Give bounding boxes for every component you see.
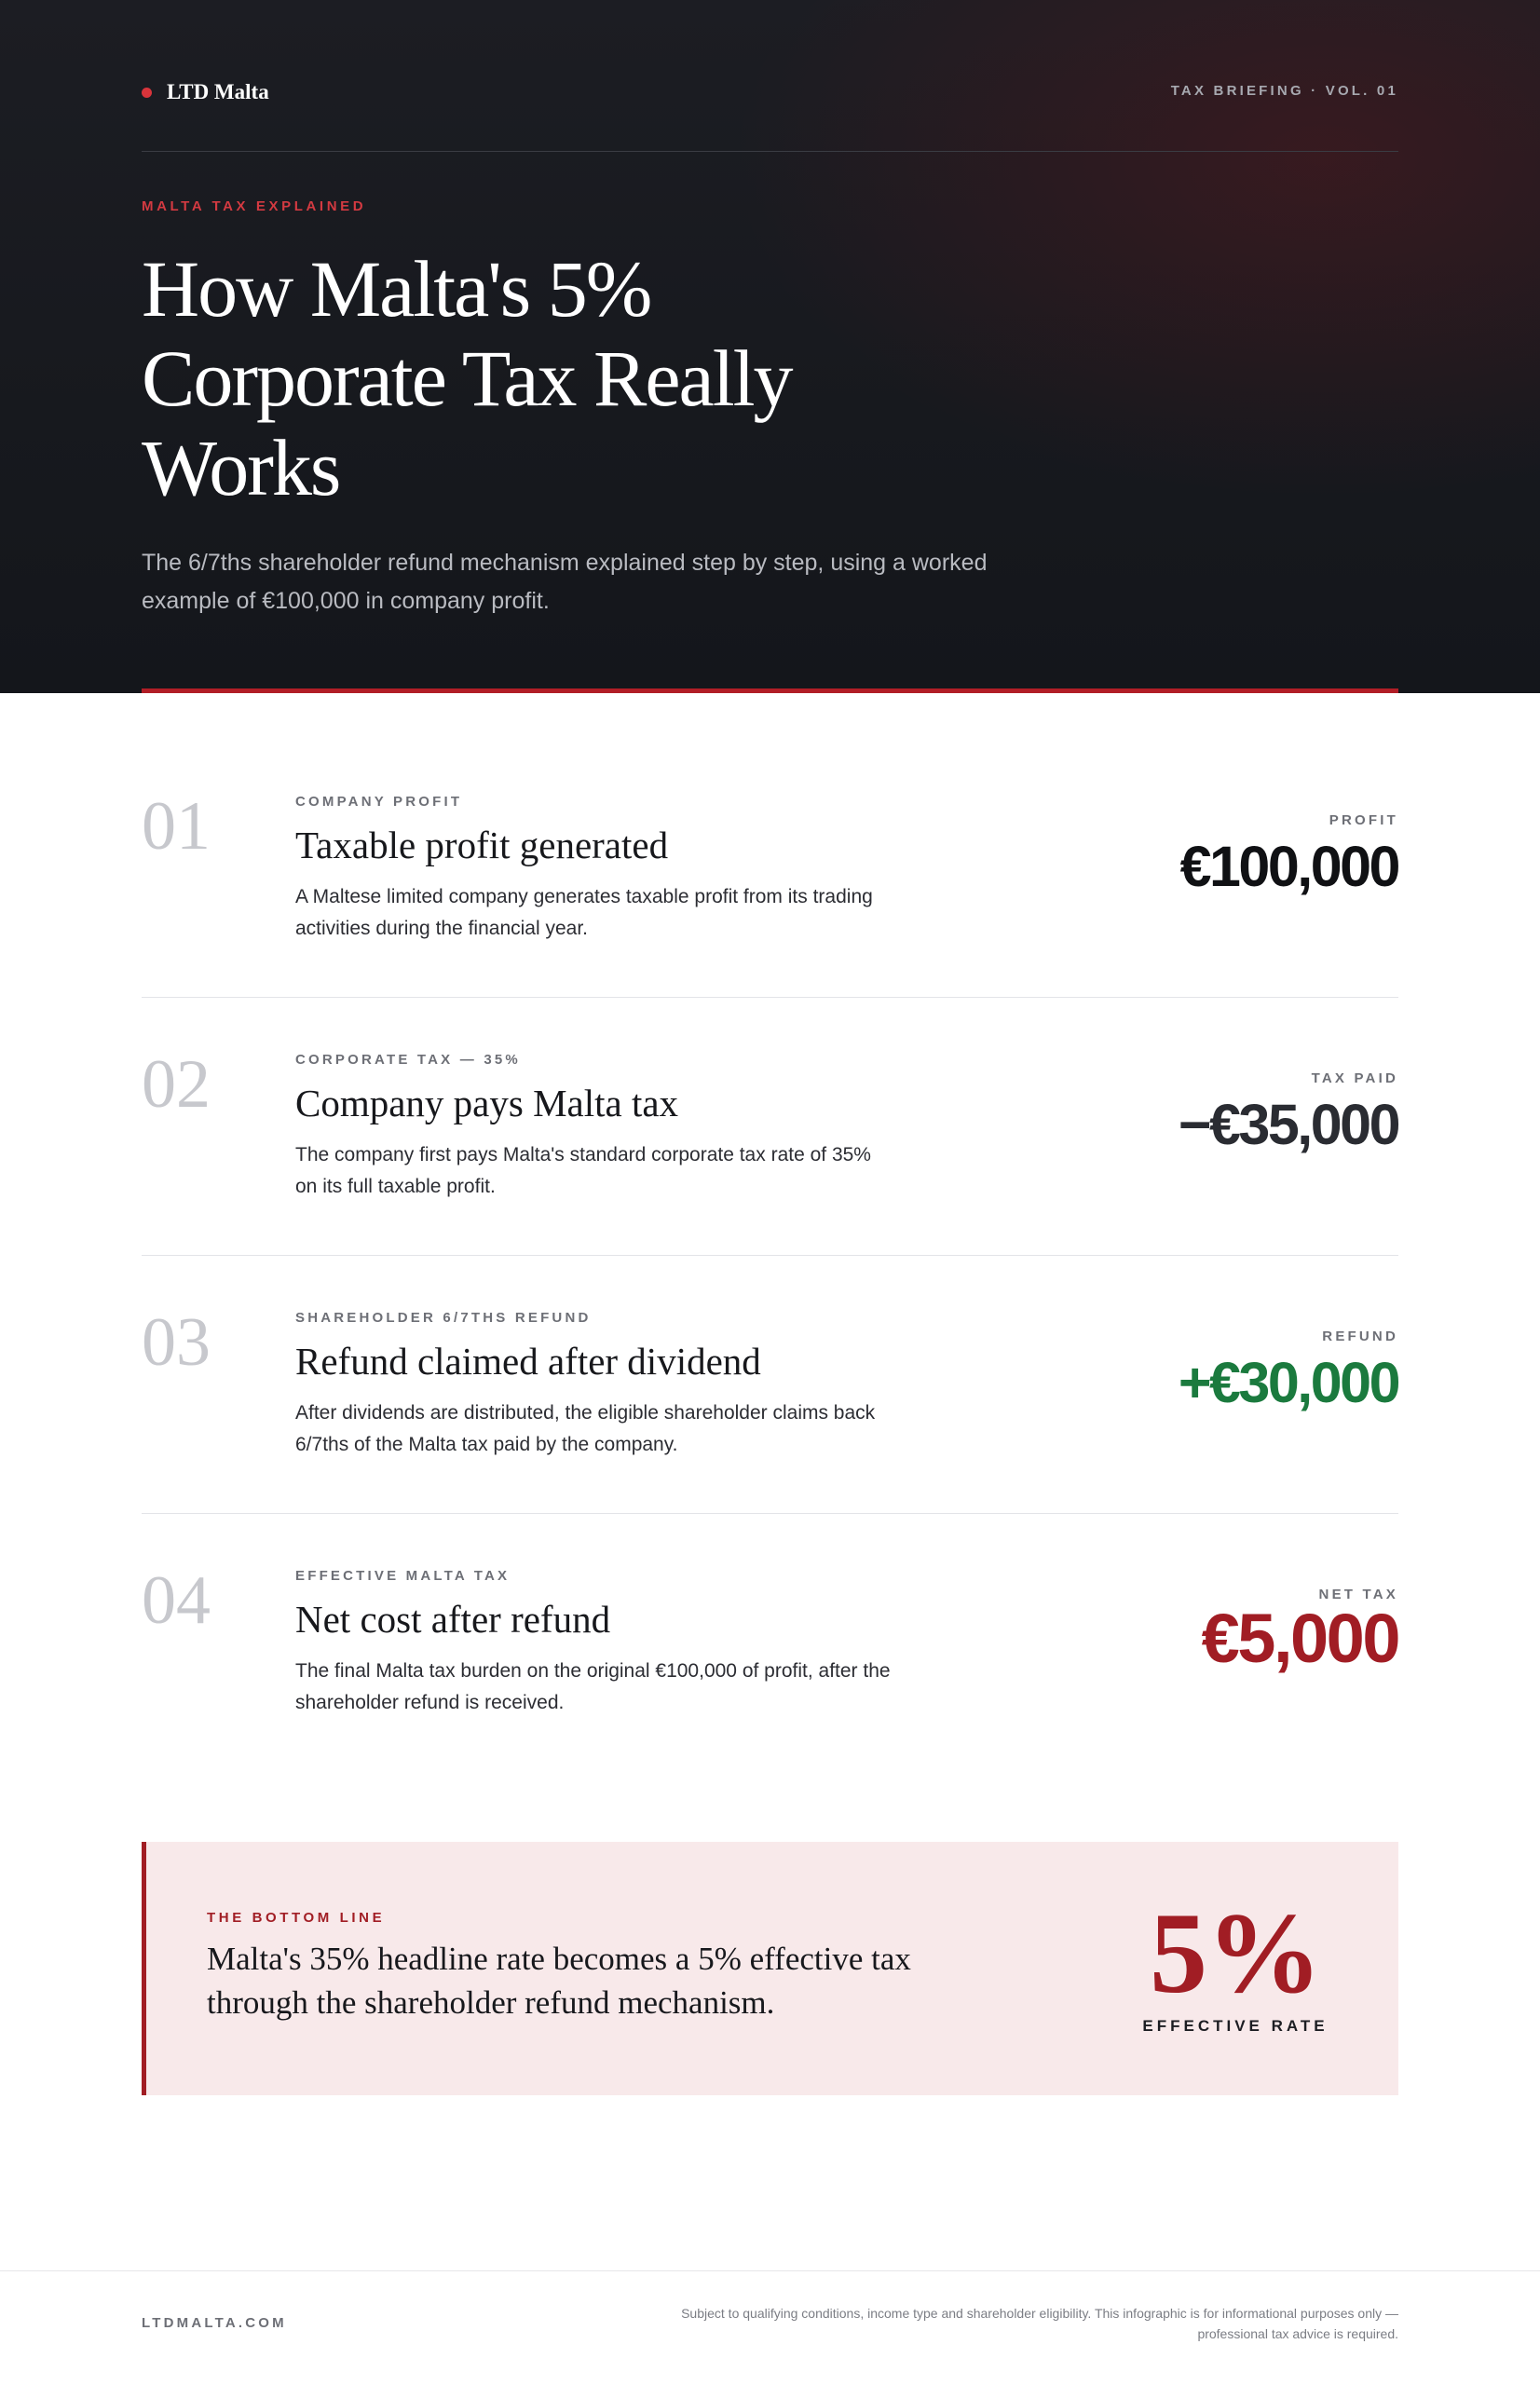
bottom-line-callout	[142, 1842, 1398, 2095]
header-divider	[142, 151, 1398, 152]
step-description: After dividends are distributed, the eligible shareholder claims back 6/7ths of the Malta tax paid by the company.	[295, 1402, 876, 1455]
step-label: SHAREHOLDER 6/7THS REFUND	[295, 1310, 592, 1326]
effective-rate-caption: EFFECTIVE RATE	[1142, 2017, 1329, 2035]
step-amount: €100,000	[1179, 835, 1398, 898]
step-label: EFFECTIVE MALTA TAX	[295, 1568, 511, 1584]
hero-subtitle: The 6/7ths shareholder refund mechanism explained step by step, using a worked example of €100,000 in company profit.	[142, 550, 988, 614]
step-amount-label: NET TAX	[1318, 1587, 1398, 1602]
step-amount: +€30,000	[1178, 1351, 1398, 1414]
footer-disclaimer: Subject to qualifying conditions, income type and shareholder eligibility. This infographic is for informational purposes only — professional tax advice is required.	[681, 2306, 1398, 2341]
issue-label: TAX BRIEFING · VOL. 01	[1170, 83, 1398, 99]
step-description: The company first pays Malta's standard corporate tax rate of 35% on its full taxable profit.	[295, 1144, 871, 1197]
step-number: 02	[142, 1046, 211, 1123]
brand-name: LTD Malta	[167, 80, 269, 103]
step-amount-label: REFUND	[1322, 1329, 1398, 1344]
footer-site-link[interactable]: LTDMALTA.COM	[142, 2315, 287, 2331]
step-title: Net cost after refund	[295, 1598, 611, 1641]
step-number: 04	[142, 1562, 211, 1639]
hero-accent-bar	[142, 688, 1398, 693]
step-corporate-tax	[142, 998, 1398, 1256]
step-amount-label: TAX PAID	[1311, 1070, 1398, 1086]
step-number: 03	[142, 1304, 211, 1381]
step-net-tax	[142, 1514, 1398, 1772]
step-profit	[142, 740, 1398, 998]
step-title: Taxable profit generated	[295, 824, 669, 866]
step-label: COMPANY PROFIT	[295, 794, 463, 810]
hero-kicker: MALTA TAX EXPLAINED	[142, 198, 367, 214]
hero-section	[0, 0, 1540, 693]
step-description: The final Malta tax burden on the original €100,000 of profit, after the shareholder refund is received.	[295, 1660, 891, 1713]
step-number: 01	[142, 788, 211, 865]
step-label: CORPORATE TAX — 35%	[295, 1052, 521, 1068]
callout-text: Malta's 35% headline rate becomes a 5% effective tax through the shareholder refund mechanism.	[207, 1941, 911, 2021]
step-title: Refund claimed after dividend	[295, 1340, 761, 1383]
step-amount: −€35,000	[1178, 1093, 1398, 1156]
step-amount: €5,000	[1201, 1600, 1398, 1677]
steps-list	[142, 740, 1398, 1772]
page-title: How Malta's 5% Corporate Tax Really Works	[142, 244, 792, 512]
step-amount-label: PROFIT	[1329, 812, 1398, 828]
effective-rate-figure	[1133, 1889, 1338, 2036]
brand[interactable]	[142, 78, 269, 106]
step-title: Company pays Malta tax	[295, 1082, 679, 1124]
brand-dot-icon	[142, 88, 152, 98]
callout-kicker: THE BOTTOM LINE	[207, 1910, 386, 1926]
footer-divider	[0, 2270, 1540, 2271]
step-refund	[142, 1256, 1398, 1514]
step-description: A Maltese limited company generates taxable profit from its trading activities during the financial year.	[295, 886, 873, 939]
effective-rate-value: 5%	[1150, 1889, 1321, 2017]
